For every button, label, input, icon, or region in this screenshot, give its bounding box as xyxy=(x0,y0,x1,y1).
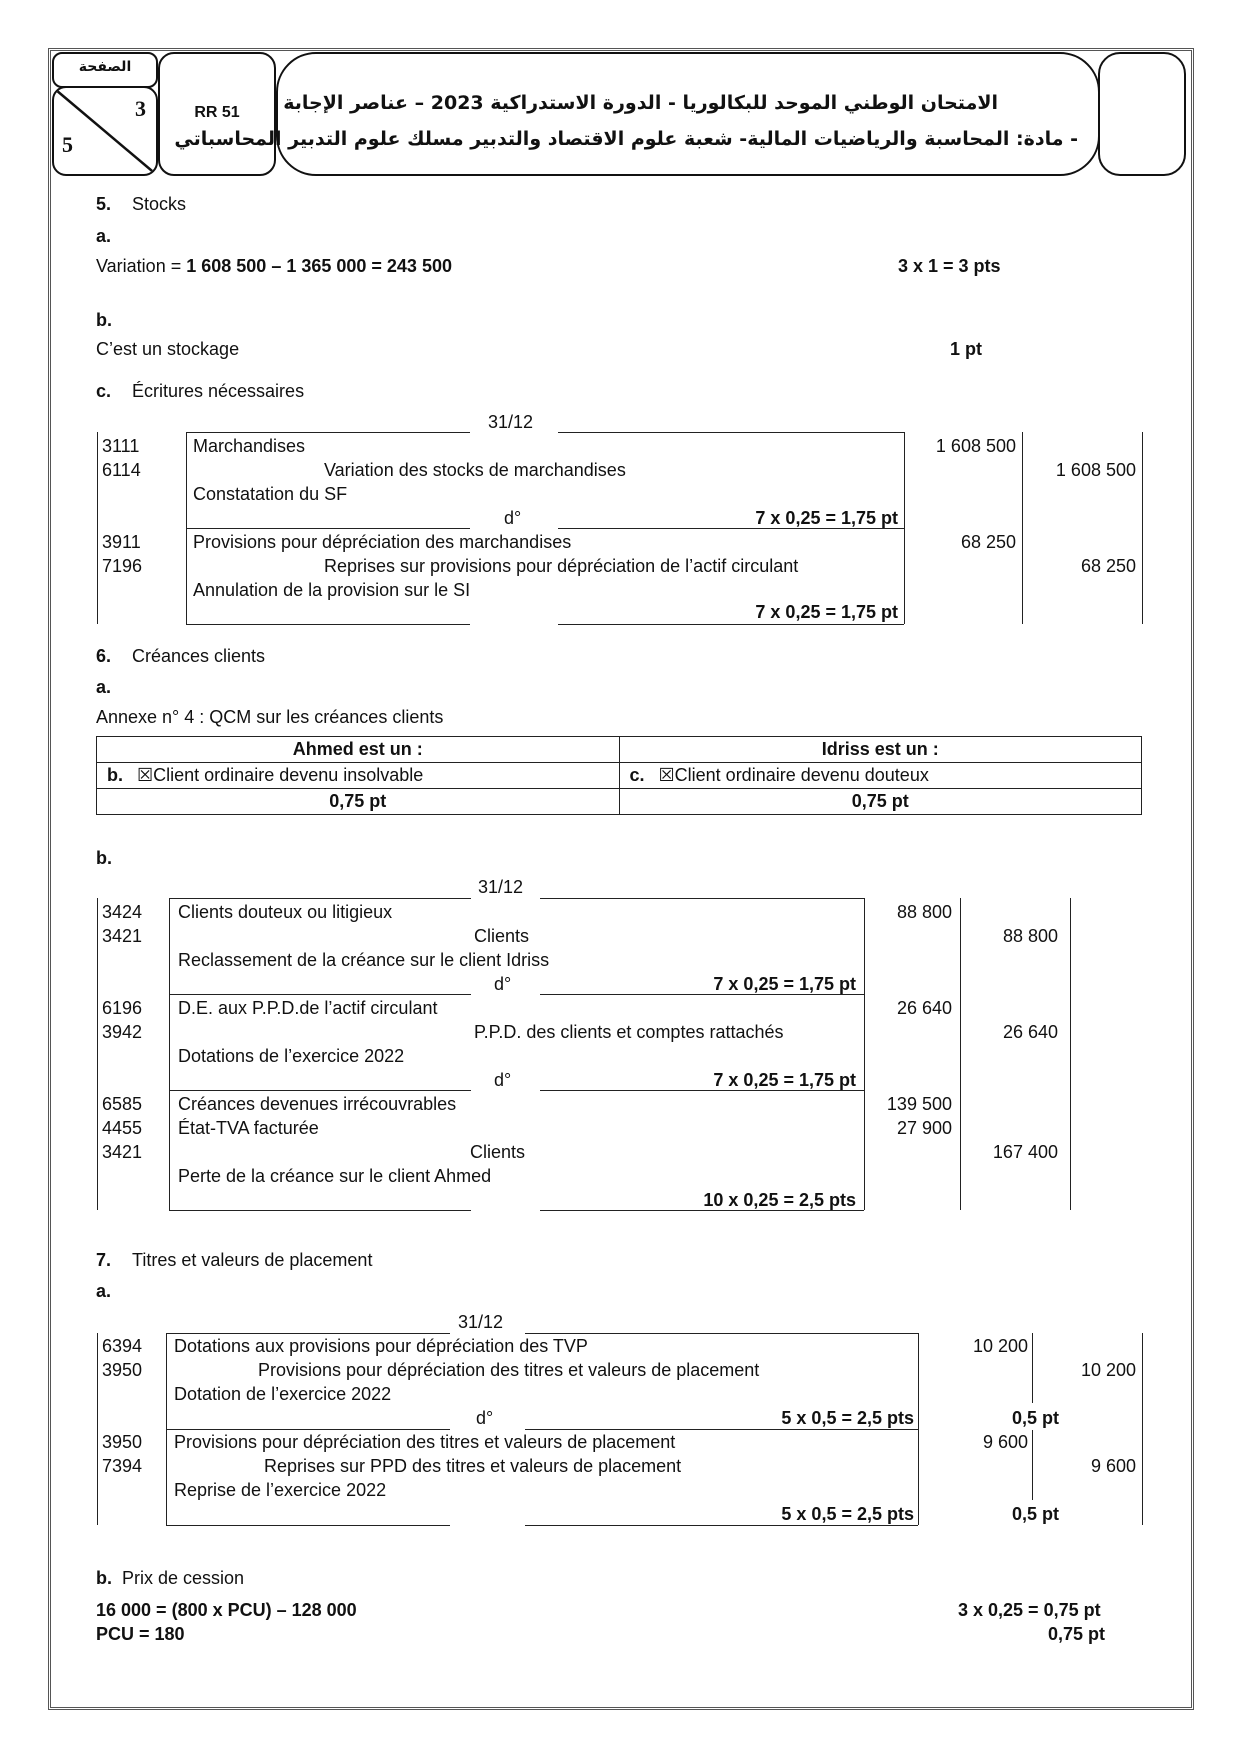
entry-memo: Perte de la créance sur le client Ahmed xyxy=(178,1166,492,1186)
s5-a-points: 3 x 1 = 3 pts xyxy=(898,256,1001,276)
s5-a-label: a. xyxy=(96,226,112,246)
title-line-2: - مادة: المحاسبة والرياضيات المالية- شعبة علوم الاقتصاد والتدبير مسلك علوم التدبير المحاسباتي xyxy=(174,128,1078,150)
entry-memo: Dotation de l’exercice 2022 xyxy=(174,1384,392,1404)
entry-memo: Constatation du SF xyxy=(193,484,348,504)
account-number: 6114 xyxy=(102,460,141,480)
s6-title: Créances clients xyxy=(132,646,266,666)
page-label: الصفحة xyxy=(78,59,132,75)
s5-a-answer xyxy=(96,256,452,277)
account-label: D.E. aux P.P.D.de l’actif circulant xyxy=(178,998,438,1018)
qcm-answer: b. ☒Client ordinaire devenu insolvable xyxy=(97,763,620,789)
page-current: 3 xyxy=(135,96,146,121)
qcm-points: 0,75 pt xyxy=(619,789,1142,815)
account-number: 3950 xyxy=(102,1432,143,1452)
extra-points: 0,5 pt xyxy=(1012,1408,1060,1428)
credit-amount: 167 400 xyxy=(992,1142,1058,1162)
qcm-answer: c. ☒Client ordinaire devenu douteux xyxy=(619,763,1142,789)
checked-box-icon[interactable]: ☒ xyxy=(658,765,675,785)
exam-code: RR 51 xyxy=(194,104,240,121)
qcm-table xyxy=(96,736,1142,815)
credit-amount: 10 200 xyxy=(1080,1360,1136,1380)
extra-points: 0,5 pt xyxy=(1012,1504,1060,1524)
s5-a-formula: 1 608 500 – 1 365 000 = 243 500 xyxy=(186,256,452,276)
entry-points: 5 x 0,5 = 2,5 pts xyxy=(781,1504,914,1524)
s5-b-label: b. xyxy=(96,310,112,330)
debit-amount: 9 600 xyxy=(982,1432,1028,1452)
account-label: Clients douteux ou litigieux xyxy=(178,902,393,922)
account-label: Marchandises xyxy=(193,436,306,456)
account-label: Provisions pour dépréciation des marchandises xyxy=(193,532,572,552)
journal-do: d° xyxy=(504,508,522,528)
account-number: 4455 xyxy=(102,1118,143,1138)
account-number: 3421 xyxy=(102,926,143,946)
credit-amount: 26 640 xyxy=(1002,1022,1058,1042)
s6-a-label: a. xyxy=(96,677,112,697)
qcm-answer-row xyxy=(97,763,1142,789)
s7-number: 7. xyxy=(96,1250,112,1270)
s6-b-label: b. xyxy=(96,848,112,868)
s7-a-label: a. xyxy=(96,1281,112,1301)
journal-do: d° xyxy=(494,974,512,994)
title-line-1: الامتحان الوطني الموحد للبكالوريا - الدورة الاستدراكية 2023 – عناصر الإجابة xyxy=(283,92,998,114)
page-number-box xyxy=(52,86,158,176)
s6-number: 6. xyxy=(96,646,112,666)
journal-do: d° xyxy=(476,1408,494,1428)
debit-amount: 139 500 xyxy=(886,1094,952,1114)
entry-points: 7 x 0,25 = 1,75 pt xyxy=(755,508,898,528)
debit-amount: 10 200 xyxy=(972,1336,1028,1356)
page-total: 5 xyxy=(62,132,73,157)
account-number: 3424 xyxy=(102,902,143,922)
s6-annex-title: Annexe n° 4 : QCM sur les créances clients xyxy=(96,707,444,727)
journal-date: 31/12 xyxy=(488,412,534,432)
s7-title: Titres et valeurs de placement xyxy=(132,1250,373,1270)
account-number: 7394 xyxy=(102,1456,143,1476)
entry-memo: Reprise de l’exercice 2022 xyxy=(174,1480,387,1500)
entry-points: 7 x 0,25 = 1,75 pt xyxy=(713,974,856,994)
qcm-points-row xyxy=(97,789,1142,815)
s7-b-title: Prix de cession xyxy=(122,1568,245,1588)
entry-memo: Reclassement de la créance sur le client Idriss xyxy=(178,950,550,970)
s7-b-line-1: 16 000 = (800 x PCU) – 128 000 xyxy=(96,1600,357,1620)
checked-box-icon[interactable]: ☒ xyxy=(137,765,154,785)
entry-points: 7 x 0,25 = 1,75 pt xyxy=(755,602,898,622)
account-label: État-TVA facturée xyxy=(178,1118,319,1138)
debit-amount: 1 608 500 xyxy=(935,436,1016,456)
account-number: 7196 xyxy=(102,556,143,576)
account-number: 3911 xyxy=(102,532,141,552)
entry-points: 5 x 0,5 = 2,5 pts xyxy=(781,1408,914,1428)
credit-amount: 88 800 xyxy=(1002,926,1058,946)
debit-amount: 88 800 xyxy=(896,902,952,922)
entry-memo: Dotations de l’exercice 2022 xyxy=(178,1046,405,1066)
s7-b-line-2: PCU = 180 xyxy=(96,1624,185,1644)
debit-amount: 27 900 xyxy=(896,1118,952,1138)
account-label: Variation des stocks de marchandises xyxy=(324,460,626,480)
s5-c-title: Écritures nécessaires xyxy=(132,381,305,401)
qcm-points: 0,75 pt xyxy=(97,789,620,815)
s7-b-label: b. xyxy=(96,1568,112,1588)
s5-title: Stocks xyxy=(132,194,187,214)
debit-amount: 68 250 xyxy=(960,532,1016,552)
account-label: P.P.D. des clients et comptes rattachés xyxy=(474,1022,784,1042)
s5-b-points: 1 pt xyxy=(950,339,983,359)
account-label: Reprises sur PPD des titres et valeurs de placement xyxy=(264,1456,682,1476)
entry-points: 10 x 0,25 = 2,5 pts xyxy=(703,1190,856,1210)
s5-a-text: Variation = xyxy=(96,256,187,276)
qcm-header-row xyxy=(97,737,1142,763)
qcm-header: Idriss est un : xyxy=(619,737,1142,763)
account-label: Clients xyxy=(474,926,530,946)
journal-date: 31/12 xyxy=(478,877,524,897)
credit-amount: 1 608 500 xyxy=(1055,460,1136,480)
s7-b-line-2-points: 0,75 pt xyxy=(1048,1624,1106,1644)
entry-memo: Annulation de la provision sur le SI xyxy=(193,580,471,600)
account-label: Reprises sur provisions pour dépréciation de l’actif circulant xyxy=(324,556,799,576)
account-number: 6196 xyxy=(102,998,143,1018)
s5-b-text: C’est un stockage xyxy=(96,339,240,359)
credit-amount: 9 600 xyxy=(1090,1456,1136,1476)
debit-amount: 26 640 xyxy=(896,998,952,1018)
qcm-header: Ahmed est un : xyxy=(97,737,620,763)
account-number: 6585 xyxy=(102,1094,143,1114)
entry-points: 7 x 0,25 = 1,75 pt xyxy=(713,1070,856,1090)
account-number: 6394 xyxy=(102,1336,143,1356)
account-number: 3111 xyxy=(102,436,140,456)
s5-number: 5. xyxy=(96,194,112,214)
account-label: Clients xyxy=(470,1142,526,1162)
account-label: Créances devenues irrécouvrables xyxy=(178,1094,457,1114)
account-number: 3950 xyxy=(102,1360,143,1380)
account-number: 3942 xyxy=(102,1022,143,1042)
credit-amount: 68 250 xyxy=(1080,556,1136,576)
s5-c-label: c. xyxy=(96,381,112,401)
s7-b-line-1-points: 3 x 0,25 = 0,75 pt xyxy=(958,1600,1101,1620)
journal-date: 31/12 xyxy=(458,1312,504,1332)
page-label-box xyxy=(52,52,158,88)
blank-box xyxy=(1098,52,1186,176)
journal-do: d° xyxy=(494,1070,512,1090)
account-number: 3421 xyxy=(102,1142,143,1162)
account-label: Provisions pour dépréciation des titres et valeurs de placement xyxy=(258,1360,760,1380)
code-box xyxy=(158,52,276,176)
account-label: Provisions pour dépréciation des titres et valeurs de placement xyxy=(174,1432,676,1452)
account-label: Dotations aux provisions pour dépréciation des TVP xyxy=(174,1336,588,1356)
